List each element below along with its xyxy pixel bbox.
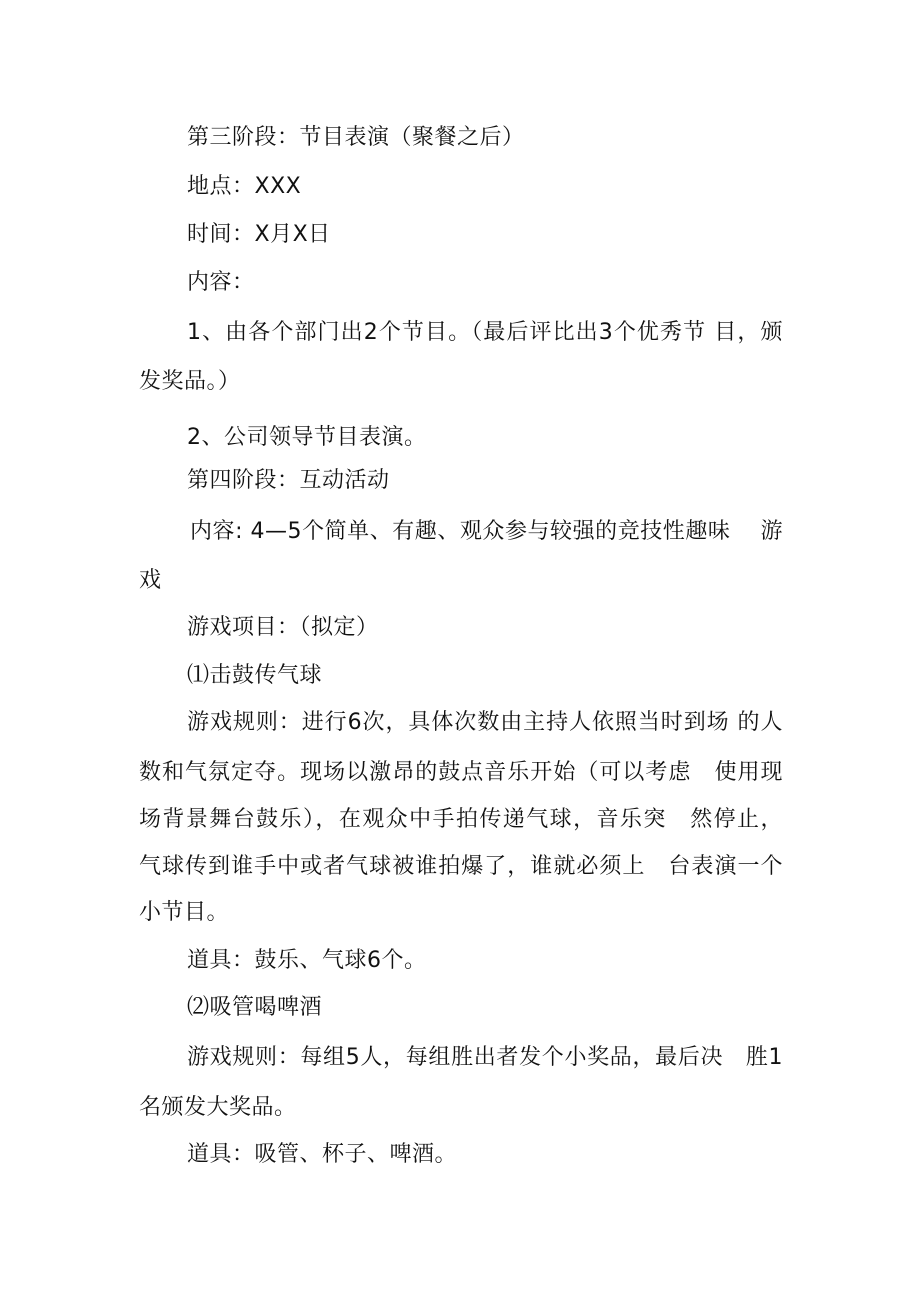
game-2-rules-line-2: 名颁发大奖品。 [139, 1095, 297, 1120]
paragraph-item-1-line-2: 发奖品。） [139, 369, 241, 394]
game-1-rules-line-4: 气球传到谁手中或者气球被谁拍爆了，谁就必须上 台表演一个 [139, 854, 783, 879]
content-label: 内容： [187, 270, 255, 295]
section-heading-stage-3: 第三阶段：节目表演（聚餐之后） [187, 125, 525, 150]
game-1-props: 道具：鼓乐、气球6个。 [187, 948, 427, 973]
location-line: 地点：XXX [187, 174, 302, 199]
time-line: 时间：X月X日 [187, 222, 331, 247]
game-1-rules-line-3: 场背景舞台鼓乐），在观众中手拍传递气球，音乐突 然停止， [139, 807, 783, 832]
game-1-title: ⑴击鼓传气球 [187, 663, 323, 688]
game-list-heading: 游戏项目：（拟定） [187, 615, 379, 640]
paragraph-item-1-line-1: 1、由各个部门出2个节目。（最后评比出3个优秀节 目，颁 [187, 320, 783, 345]
game-2-title: ⑵吸管喝啤酒 [187, 995, 323, 1020]
paragraph-item-2: 2、公司领导节目表演。 [187, 425, 427, 450]
game-1-rules-line-5: 小节目。 [139, 900, 230, 925]
game-2-rules-line-1: 游戏规则：每组5人，每组胜出者发个小奖品，最后决 胜1 [187, 1045, 783, 1070]
content-games-line-1: 内容: 4—5个简单、有趣、观众参与较强的竞技性趣味 游 [190, 519, 783, 544]
game-2-props: 道具：吸管、杯子、啤酒。 [187, 1142, 458, 1167]
game-1-rules-line-2: 数和气氛定夺。现场以激昂的鼓点音乐开始（可以考虑 使用现 [139, 760, 783, 785]
content-games-line-2: 戏 [139, 568, 162, 593]
section-heading-stage-4: 第四阶段：互动活动 [187, 468, 390, 493]
game-1-rules-line-1: 游戏规则：进行6次，具体次数由主持人依照当时到场 的人 [187, 710, 783, 735]
